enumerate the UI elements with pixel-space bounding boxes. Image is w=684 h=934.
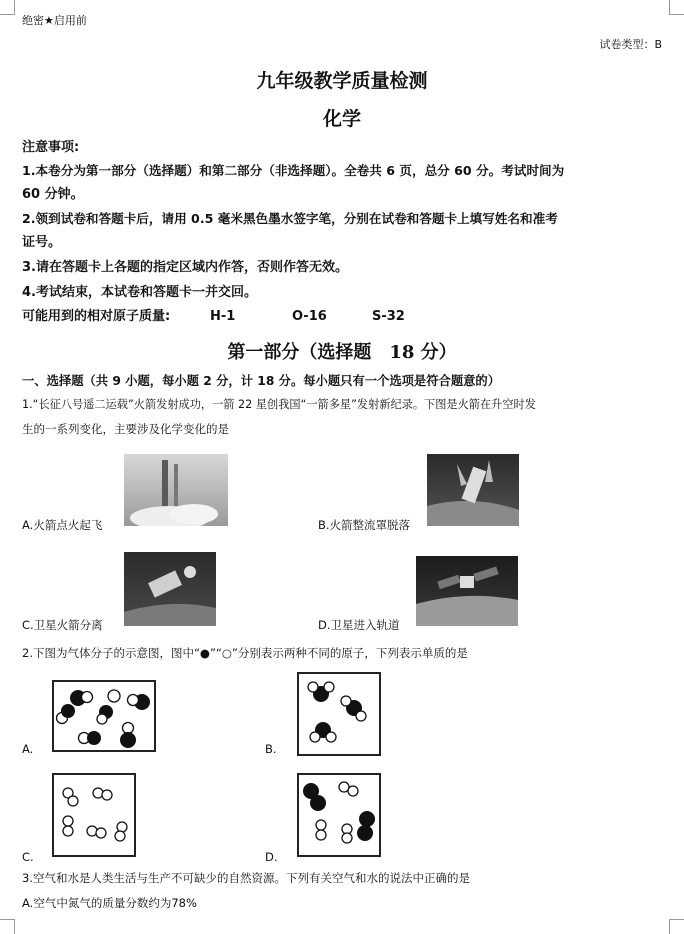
atomic-mass-h: H-1	[210, 309, 236, 324]
paper-type: 试卷类型：B	[599, 38, 662, 51]
atomic-mass-o: O-16	[292, 309, 327, 324]
note-4: 4.考试结束，本试卷和答题卡一并交回。	[22, 285, 257, 300]
note-1b: 60 分钟。	[22, 187, 84, 202]
crop-mark-bottom-right	[669, 919, 684, 934]
q1-option-d: D.卫星进入轨道	[318, 618, 400, 632]
q3-stem: 3.空气和水是人类生活与生产不可缺少的自然资源。下列有关空气和水的说法中正确的是	[22, 871, 470, 885]
note-2a: 2.领到试卷和答题卡后，请用 0.5 毫米黑色墨水签字笔，分别在试卷和答题卡上填写姓名和准考	[22, 211, 558, 226]
q3-option-a: A.空气中氮气的质量分数约为78%	[22, 896, 197, 910]
q2-option-b: B.	[265, 742, 277, 756]
note-2b: 证号。	[22, 235, 62, 250]
q1-stem-line1: 1.“长征八号遥二运载”火箭发射成功，一箭 22 星创我国“一箭多星”发射新纪录。下图是火箭在升空时发	[22, 398, 536, 411]
fairing-separation-image	[427, 454, 519, 526]
molecule-box-b	[297, 672, 381, 756]
note-3: 3.请在答题卡上各题的指定区域内作答，否则作答无效。	[22, 260, 348, 275]
q1-option-a: A.火箭点火起飞	[22, 518, 103, 532]
crop-mark-top-left	[0, 0, 15, 15]
part1-heading: 第一部分（选择题 18 分）	[227, 342, 457, 363]
q1-option-c: C.卫星火箭分离	[22, 618, 103, 632]
q2-option-a: A.	[22, 742, 34, 756]
q2-option-c: C.	[22, 850, 34, 864]
rocket-launch-image	[124, 454, 228, 526]
molecule-box-a	[52, 680, 156, 752]
section-heading: 一、选择题（共 9 小题，每小题 2 分，计 18 分。每小题只有一个选项是符合题意的）	[22, 374, 501, 388]
subject-title: 化学	[322, 108, 361, 130]
note-1a: 1.本卷分为第一部分（选择题）和第二部分（非选择题）。全卷共 6 页，总分 60 分。考试时间为	[22, 163, 565, 178]
crop-mark-top-right	[669, 0, 684, 15]
crop-mark-bottom-left	[0, 919, 15, 934]
molecule-box-d	[297, 773, 381, 857]
q1-option-b: B.火箭整流罩脱落	[318, 518, 411, 532]
molecule-box-c	[52, 773, 136, 857]
satellite-separation-image	[124, 552, 216, 626]
q1-stem-line2: 生的一系列变化，主要涉及化学变化的是	[22, 422, 229, 436]
notes-heading: 注意事项:	[22, 140, 80, 155]
satellite-orbit-image	[416, 556, 518, 626]
q2-option-d: D.	[265, 850, 278, 864]
exam-title: 九年级教学质量检测	[256, 70, 428, 92]
q2-stem: 2.下图为气体分子的示意图，图中“●”“○”分别表示两种不同的原子，下列表示单质的是	[22, 646, 468, 660]
atomic-mass-label: 可能用到的相对原子质量:	[22, 309, 171, 324]
secret-mark: 绝密★启用前	[22, 14, 87, 27]
atomic-mass-s: S-32	[372, 309, 405, 324]
